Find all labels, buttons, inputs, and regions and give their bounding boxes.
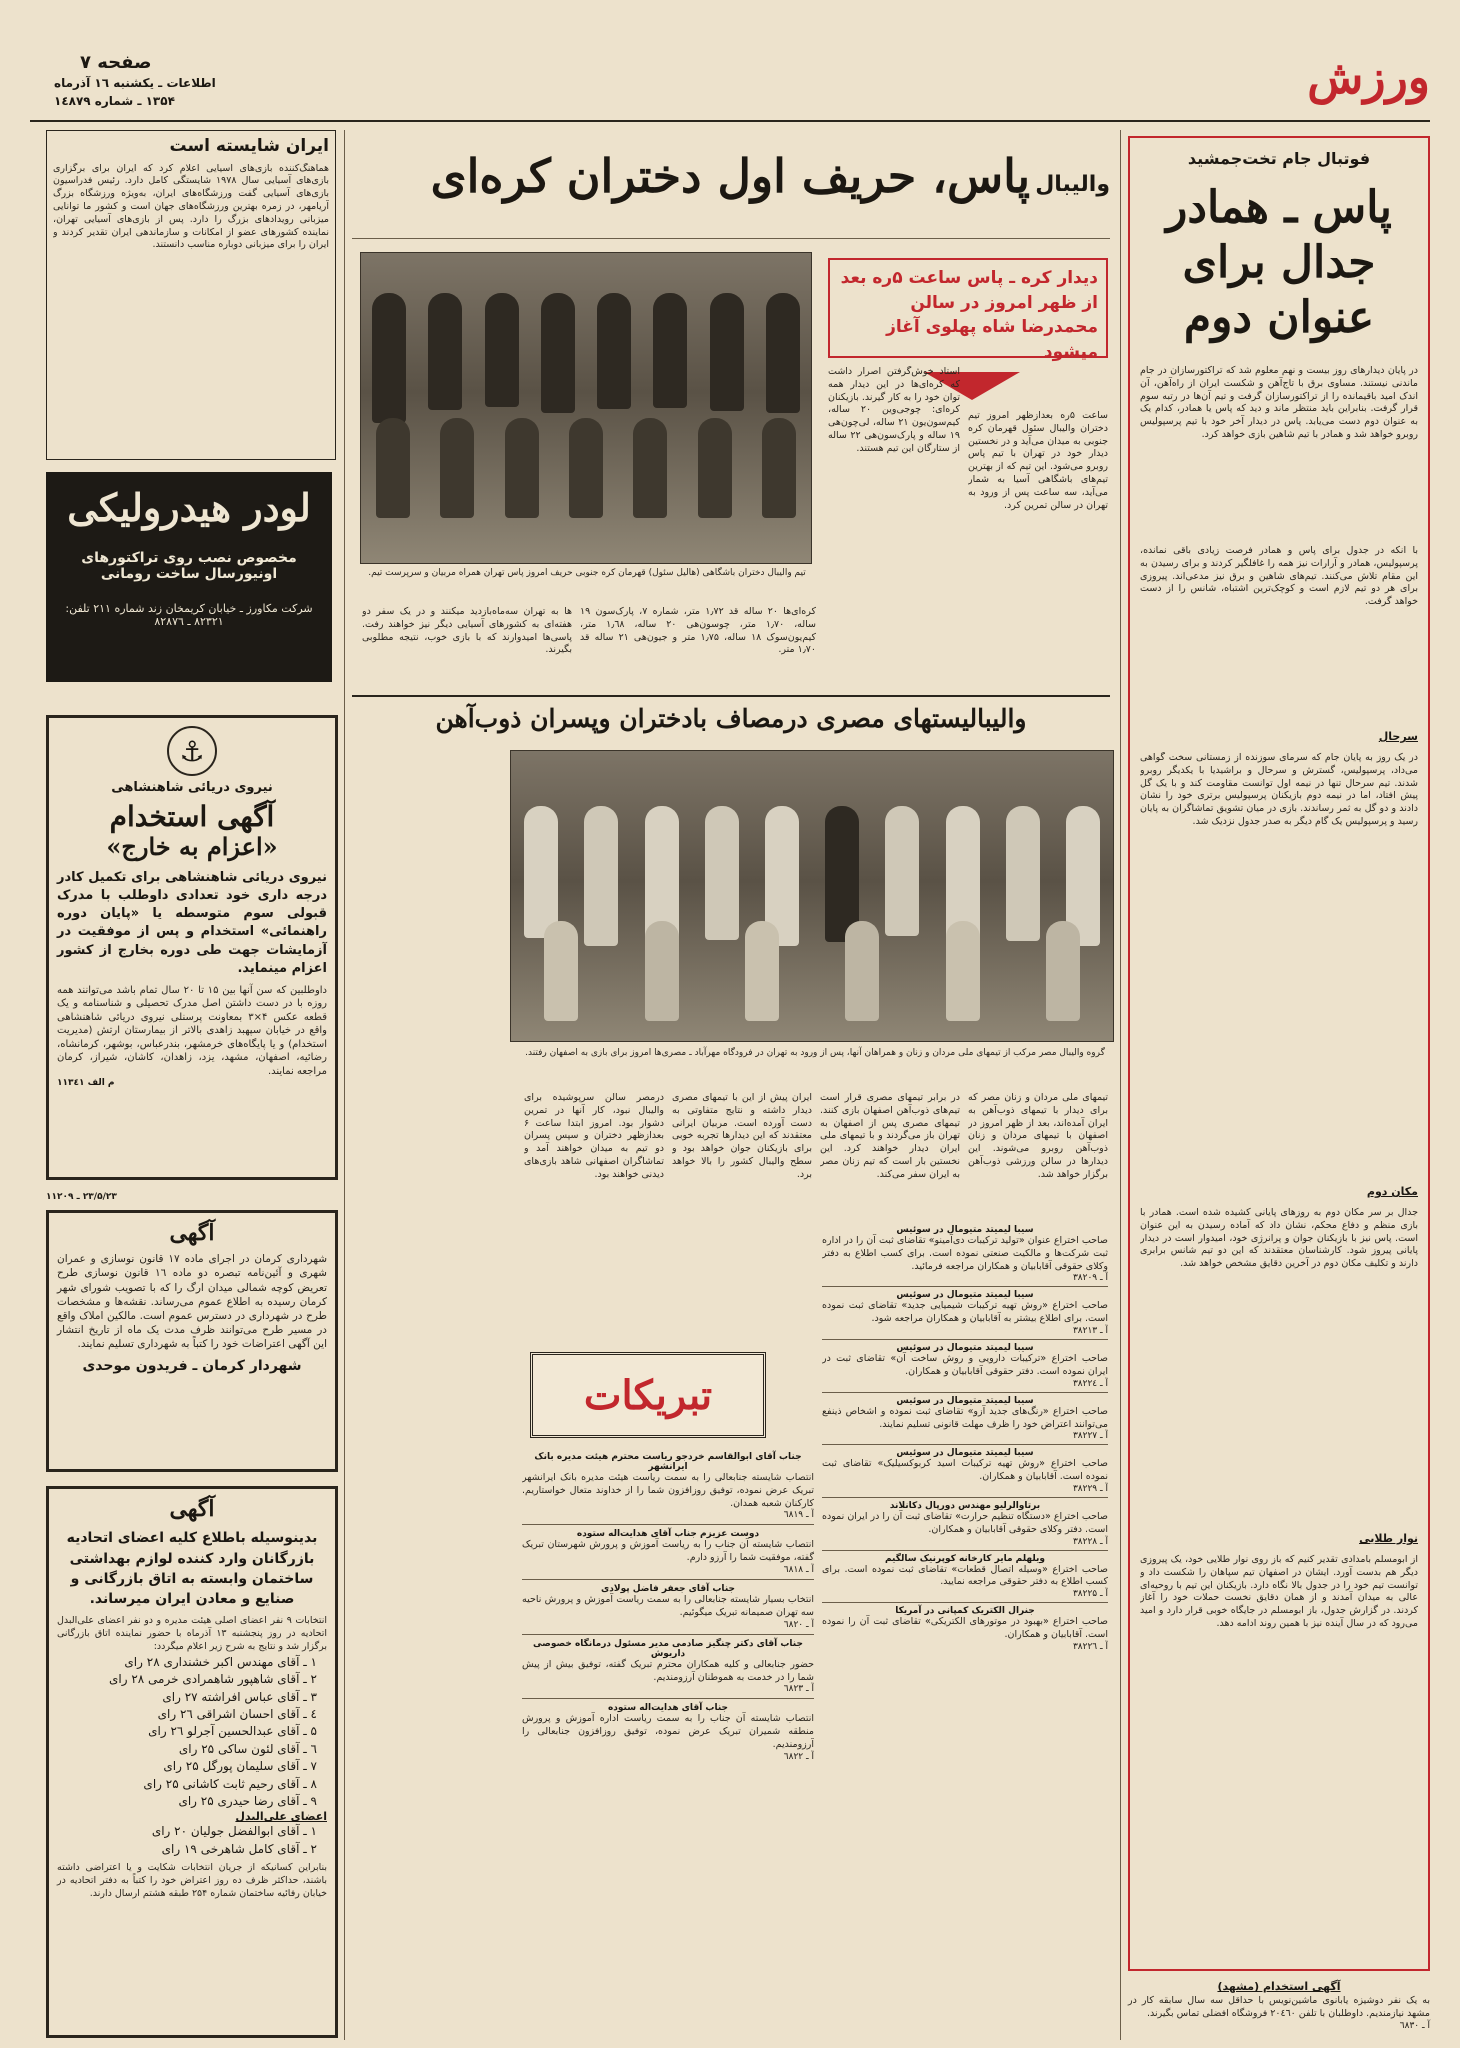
greeting-head: جناب آقای جعفر فاضل پولادی bbox=[601, 1584, 735, 1595]
volleyball-deck-text: دیدار کره ـ پاس ساعت ۵ره بعد از ظهر امروز در سالن محمدرضا شاه پهلوی آغاز میشود bbox=[840, 268, 1098, 362]
employment-ad-mashhad bbox=[1128, 1980, 1430, 2038]
classified-body: صاحب اختراع «وسیله اتصال قطعات» تقاضای ثبت نموده است. برای کسب اطلاع به دفتر حقوقی مراجعه نمایید. bbox=[822, 1563, 1108, 1588]
volleyball-boxed-deck bbox=[828, 258, 1108, 362]
egypt-col-2: در برابر تیمهای مصری قرار است تیم‌های ذوب‌آهن اصفهان بازی کنند. تیمهای مصری پس از اصفهان به تهران باز می‌گردند و با تیمهای ملی ایران دیدار خواهند کرد. این نخستین بار است که تیم زنان مصر به ایران سفر می‌کند. bbox=[820, 1092, 960, 1180]
union-ad-alternates bbox=[57, 1823, 327, 1858]
list-item: ۳ ـ آقای عباس افراشته ۲۷ رای bbox=[162, 1689, 317, 1704]
korean-team-photo-caption: تیم والیبال دختران باشگاهی (هالیل سئول) قهرمان کره جنوبی حریف امروز پاس تهران همراه مربیان و سرپرست تیم. bbox=[368, 568, 806, 578]
right-article-subhead-2: مکان دوم bbox=[1366, 1185, 1418, 1198]
classified-title: سیبا لیمیتد متیومال در سوئیس bbox=[896, 1290, 1034, 1301]
classified-code: آ ـ ۳۸۲۲۵ bbox=[1072, 1589, 1108, 1600]
classified-body: صاحب اختراع «دستگاه تنظیم حرارت» تقاضای ثبت آن را در ایران نموده است. دفتر وکلای حقوقی آقابابیان و همکاران. bbox=[822, 1510, 1108, 1535]
header-rule bbox=[30, 120, 1430, 122]
kerman-ad bbox=[46, 1210, 338, 1472]
asian-games-body: هماهنگ‌کننده بازی‌های آسیایی اعلام کرد که ایران برای برگزاری بازی‌های آسیایی سال ۱۹۷۸ شایستگی کامل دارد. رئیس فدراسیون بازی‌های آسیایی گفت ورزشگاه‌های ایران، به‌ویژه ورزشگاه بزرگ آریامهر، در زمره بهترین ورزشگاه‌های جهان است و کشور ما توانایی میزبانی رویدادهای بزرگ را دارد. پس از بازی‌های آسیایی تهران، نماینده کشورهای عضو از امکانات و سازماندهی ایران تقدیر کردند و ایران را برای میزبانی دوباره مناسب دانستند. bbox=[53, 162, 329, 251]
navy-ad-code: م الف ۱۱۳٤۱ bbox=[57, 1078, 115, 1089]
right-article-subhead-3: نوار طلایی bbox=[1359, 1532, 1418, 1545]
right-article-headline: پاس ـ همادر جدال برای عنوان دوم bbox=[1166, 182, 1392, 343]
right-article-body-3: در یک روز به پایان جام که سرمای سوزنده از زمستانی سخت گواهی می‌داد، پرسپولیس، گسترش و سرحال و براشیدیا با یکدیگر روبرو شدند. تیم سرحال تنها در نیمه اول توانست مقاومت کند و با یک گل پیش افتاد، اما در نیمه دوم بازیکنان پرسپولیس برتری خود را نشان دادند و دو گل به ثمر رساندند. بازی در میان تشویق تماشاگران به پایان رسید و پرسپولیس یک گام دیگر به صدر جدول نزدیک شد. bbox=[1140, 752, 1418, 828]
list-item: ٦ ـ آقای لئون ساکی ۲۵ رای bbox=[178, 1741, 317, 1756]
volleyball-head-rule bbox=[352, 238, 1110, 239]
asian-games-box bbox=[46, 130, 336, 460]
greeting-code: آ ـ ٦۸۱۸ bbox=[783, 1565, 814, 1576]
page-label: صفحه ۷ bbox=[80, 52, 152, 73]
navy-ad-org: نیروی دریائی شاهنشاهی bbox=[111, 780, 273, 795]
paper-date-line: اطلاعات ـ یکشنبه ۱٦ آذرماه bbox=[54, 76, 216, 90]
classified-body: صاحب اختراع عنوان «تولید ترکیبات دی‌آمینو» تقاضای ثبت آن را در اداره ثبت شرکت‌ها و مالکیت صنعتی نموده است. برای کسب اطلاع به دفتر وکلای حقوقی آقابابیان و همکاران مراجعه فرمائید. bbox=[822, 1235, 1108, 1272]
union-ad-title: آگهی bbox=[169, 1496, 215, 1522]
employment-ad-body: به یک نفر دوشیزه یابانوی ماشین‌نویس با حداقل سه سال سابقه کار در مشهد نیازمندیم. داوطلبان با تلفن ۲۰٤٦۰ فروشگاه افضلی تماس بگیرند. bbox=[1128, 1995, 1430, 2019]
greeting-head: جناب آقای ابوالقاسم خردجو ریاست محترم هیئت مدیره بانک ایرانشهر bbox=[534, 1452, 802, 1472]
union-ad-alt-title: اعضای علی‌البدل bbox=[235, 1810, 327, 1824]
classified-title: ویلهلم مایر کارخانه کوپرنیک سالگیم bbox=[885, 1553, 1045, 1564]
egypt-headline: والیبالیستهای مصری درمصاف بادختران وپسران ذوب‌آهن bbox=[435, 704, 1027, 733]
classified-code: آ ـ ۳۸۲۲٤ bbox=[1072, 1378, 1108, 1389]
classified-title: سیبا لیمیتد متیومال در سوئیس bbox=[896, 1343, 1034, 1354]
classified-title: سیبا لیمیتد متیومال در سوئیس bbox=[896, 1395, 1034, 1406]
classified-title: جنرال الکتریک کمپانی در آمریکا bbox=[895, 1606, 1035, 1617]
greeting-code: آ ـ ٦۸۱۹ bbox=[783, 1510, 814, 1521]
list-item: ۷ ـ آقای سلیمان پورگل ۲۵ رای bbox=[163, 1759, 317, 1774]
greeting-body: انتخاب بسیار شایسته جنابعالی را به سمت ریاست آموزش و پرورش ناحیه سه تهران صمیمانه تبریک میگوئیم. bbox=[522, 1594, 814, 1618]
korean-team-photo bbox=[360, 252, 812, 564]
greeting-body: حضور جنابعالی و کلیه همکاران محترم تبریک گفته، توفیق بیش از پیش شما را در خدمت به هموطنان آرزومندیم. bbox=[522, 1658, 814, 1683]
kerman-ad-title: آگهی bbox=[169, 1220, 215, 1246]
column-rule-right bbox=[1120, 130, 1121, 2040]
classified-code: آ ـ ۳۸۲۰۹ bbox=[1072, 1273, 1108, 1284]
classified-body: صاحب اختراع «روش تهیه ترکیبات اسید کربوکسیلیک» تقاضای ثبت نموده است. آقابابیان و همکاران. bbox=[822, 1458, 1108, 1483]
lowder-ad-title: لودر هیدرولیکی bbox=[67, 485, 311, 530]
list-item: ۸ ـ آقای رحیم ثابت کاشانی ۲۵ رای bbox=[143, 1776, 317, 1791]
union-election-ad bbox=[46, 1486, 338, 2038]
greeting-head: جناب آقای دکتر چنگیز صادمی مدیر مسئول درمانگاه خصوصی داریوش bbox=[533, 1638, 803, 1659]
egyptian-team-photo bbox=[510, 750, 1114, 1042]
anchor-emblem-icon: ⚓ bbox=[167, 726, 217, 776]
classified-title: سیبا لیمیتد متیومال در سوئیس bbox=[896, 1448, 1034, 1459]
classified-body: صاحب اختراع «روش تهیه ترکیبات شیمیایی جدید» تقاضای ثبت نموده است. برای اطلاع بیشتر به آقابابیان و همکاران مراجعه شود. bbox=[822, 1300, 1108, 1325]
employment-ad-title: آگهی استخدام (مشهد) bbox=[1217, 1980, 1341, 1993]
list-item: ۵ ـ آقای عبدالحسین آجرلو ۲٦ رای bbox=[148, 1724, 317, 1739]
employment-ad-code: آ ـ ٦۸۳۰ bbox=[1399, 2020, 1430, 2031]
list-item: ۱ ـ آقای ابوالفضل جولیان ۲۰ رای bbox=[151, 1824, 317, 1839]
greeting-item bbox=[522, 1699, 814, 1765]
asian-games-title: ایران شایسته است bbox=[169, 136, 329, 156]
classified-code: آ ـ ۳۸۲۲۸ bbox=[1072, 1536, 1108, 1547]
kerman-ad-body: شهرداری کرمان در اجرای ماده ۱۷ قانون نوسازی و عمران شهری و آئین‌نامه تبصره دو ماده ۱٦ قانون نوسازی طرح تعریض کوچه شمالی میدان ارگ را که با تصویب شورای شهر کرمان رسیده به اطلاع عموم می‌رساند. نقشه‌ها و مشخصات طرح در شهرداری در دسترس عموم است. مالکین املاک واقع در مسیر طرح می‌توانند ظرف مدت یک ماه از تاریخ انتشار این آگهی اعتراضات خود را کتباً به شهرداری تسلیم نمایند. bbox=[57, 1253, 327, 1351]
classified-item bbox=[822, 1603, 1108, 1655]
classified-item bbox=[822, 1393, 1108, 1446]
classified-code: آ ـ ۳۸۲۲٦ bbox=[1072, 1641, 1108, 1652]
list-item: ۲ ـ آقای کامل شاهرخی ۱۹ رای bbox=[161, 1841, 317, 1856]
greeting-code: آ ـ ٦۸۲۲ bbox=[783, 1751, 814, 1762]
list-item: ۹ ـ آقای رضا حیدری ۲۵ رای bbox=[178, 1794, 317, 1809]
greetings-banner bbox=[530, 1352, 766, 1438]
lowder-ad bbox=[46, 472, 332, 682]
volleyball-headline: پاس، حریف اول دختران کره‌ای bbox=[430, 149, 1030, 203]
greetings-title: تبریکات bbox=[583, 1371, 713, 1419]
classified-item bbox=[822, 1287, 1108, 1340]
right-article-kicker: فوتبال جام تخت‌جمشید bbox=[1187, 149, 1371, 168]
right-article-body-2: با آنکه در جدول برای پاس و همادر فرصت زیادی باقی نمانده، پرسپولیس، همادر و آرارات نیز همه را غافلگیر کردند و برای رسیدن به این مقام تلاش می‌کنند. تیم‌های شاهین و برق نیز مدعی‌اند. پیروزی برای هر دو تیم لازم است و کوچک‌ترین اشتباه، شانس را از دست خواهد گرفت. bbox=[1140, 545, 1418, 608]
classified-body: صاحب اختراع «رنگ‌های جدید آزو» تقاضای ثبت نموده و اشخاص ذینفع می‌توانند اعتراض خود را ظرف مهلت قانونی تسلیم نمایند. bbox=[822, 1405, 1108, 1430]
greeting-code: آ ـ ٦۸۲۰ bbox=[783, 1619, 814, 1630]
list-item: ۲ ـ آقای شاهپور شاهمرادی خرمی ۲۸ رای bbox=[109, 1672, 317, 1687]
union-ad-results bbox=[57, 1654, 327, 1811]
volleyball-bottom-rule bbox=[352, 695, 1110, 697]
union-ad-intro: انتخابات ۹ نفر اعضای اصلی هیئت مدیره و دو نفر اعضای علی‌البدل اتحادیه در روز پنجشنبه ۱۳ آذرماه با حضور نماینده اتاق بازرگانی برگزار شد و نتایج به شرح زیر اعلام میگردد: bbox=[57, 1615, 327, 1653]
right-article-body-5: از ابومسلم بامدادی تقدیر کنیم که باز روی نوار طلایی خود، یک پیروزی دیگر هم بدست آورد. ایشان در اصفهان تیم سپاهان را شکست داد و توانست تیم خود را در جدول بالا نگاه دارد. بازیکنان این تیم با روحیه‌ای عالی به میدان آمدند و از همان دقایق نخست حملات خود را آغاز کردند. در گزارش جدول، باز ابومسلم در جایگاه خوبی قرار دارد و امید می‌رود که در سال آینده نیز با همین روند ادامه دهد. bbox=[1140, 1554, 1418, 1630]
right-article-body-4: جدال بر سر مکان دوم به روزهای پایانی کشیده شده است. همادر با بازی منظم و دفاع محکم، نشان داد که آماده رسیدن به این عنوان است. پاس نیز با بازیکنان جوان و پرانرژی خود، امیدوار است در دیدار پایانی پیروز شود. کارشناسان معتقدند که این دو تیم شانس برابری دارند و تکلیف مکان دوم در آخرین دقایق مشخص خواهد شد. bbox=[1140, 1207, 1418, 1270]
egyptian-team-photo-caption: گروه والیبال مصر مرکب از تیمهای ملی مردان و زنان و همراهان آنها، پس از ورود به تهران در فرودگاه مهرآباد ـ مصری‌ها امروز برای بازی به اصفهان رفتند. bbox=[525, 1048, 1105, 1058]
greeting-head: جناب آقای هدایت‌اله ستوده bbox=[607, 1703, 729, 1714]
volleyball-col-1: ساعت ۵ره بعدازظهر امروز تیم دختران والیبال سئول قهرمان کره جنوبی به میدان می‌آید و در نخستین دیدار خود در تهران با تیم پاس روبرو می‌شود. این تیم که از بهترین تیم‌های باشگاهی آسیا به شمار می‌آید، سه ساعت پس از ورود به تهران در سالن تمرین کرد. bbox=[968, 410, 1108, 511]
classified-body: صاحب اختراع «بهبود در موتورهای الکتریکی» تقاضای ثبت آن را نموده است. آقابابیان و همکاران. bbox=[822, 1616, 1108, 1640]
egypt-col-4: درمصر سالن سرپوشیده برای والیبال نبود، کار آنها در تمرین دشوار بود. امروز ابتدا ساعت ۶ بعدازظهر دختران و سپس پسران دو تیم به میدان خواهند آمد و تماشاگران اصفهانی شاهد بازی‌های دیدنی خواهند بود. bbox=[524, 1092, 664, 1180]
greeting-item bbox=[522, 1580, 814, 1635]
greeting-item bbox=[522, 1635, 814, 1700]
kerman-ad-signature: شهردار کرمان ـ فریدون موحدی bbox=[82, 1357, 302, 1374]
lowder-ad-subtitle: مخصوص نصب روی تراکتورهای اونیورسال ساخت رومانی bbox=[81, 549, 297, 582]
kerman-ad-ref: ۲۳/۵/۲۳ ـ ۱۱۲۰۹ bbox=[46, 1192, 117, 1202]
classified-code: آ ـ ۳۸۲۲۷ bbox=[1072, 1431, 1108, 1442]
navy-ad-subtitle: «اعزام به خارج» bbox=[106, 832, 278, 862]
right-article-body-1: در پایان دیدارهای روز بیست و نهم معلوم شد که تراکتورسازان در جام ماندنی نیستند. مساوی برق با تاج‌آهن و شکست ایران از راه‌آهن، آن اندک امید باقیمانده را از تراکتورسازان گرفت و تیم آن‌ها در رتبه سوم قرار گرفت. بنابراین باید منتظر ماند و دید که پاس یا همادر، کدام یک به عنوان دوم دست می‌یابد. پاس در دیدار آخر خود با تیم پرسپولیس روبرو خواهد شد و همادر با تیم شاهین بازی خواهد کرد. bbox=[1140, 365, 1418, 441]
classified-code: آ ـ ۳۸۲۲۹ bbox=[1072, 1483, 1108, 1494]
navy-ad-title: آگهی استخدام bbox=[109, 800, 275, 833]
lowder-ad-contact: شرکت مکاورز ـ خیابان کریمخان زند شماره ۲۱۱ تلفن: ۸۲۳۲۱ ـ ۸۲۸۷٦ bbox=[65, 601, 313, 628]
classified-title: سیبا لیمیتد متیومال در سوئیس bbox=[896, 1225, 1034, 1235]
greeting-body: انتصاب شایسته آن جناب را به سمت ریاست اداره آموزش و پرورش منطقه شمیران تبریک عرض نموده، توفیق روزافزون جنابعالی را آرزومندیم. bbox=[522, 1713, 814, 1750]
egypt-col-3: ایران پیش از این با تیمهای مصری دیدار داشته و نتایج متفاوتی به دست آورده است. مربیان ایرانی معتقدند که این دیدارها تجربه خوبی برای بازیکنان جوان خواهد بود و سطح والیبال کشور را بالا خواهد برد. bbox=[672, 1092, 812, 1180]
classified-title: برتاوالرلیو مهندس دورپال دکانلاند bbox=[889, 1500, 1041, 1511]
classified-body: صاحب اختراع «ترکیبات دارویی و روش ساخت آن» تقاضای ثبت در ایران نموده است. دفتر حقوقی آقابابیان و همکاران. bbox=[822, 1353, 1108, 1377]
greeting-body: انتصاب شایسته آن جناب را به ریاست آموزش و پرورش شهرستان تبریک گفته، موفقیت شما را آرزو دارم. bbox=[522, 1539, 814, 1564]
volleyball-col-4: ها به تهران سه‌ماه‌بازدید میکنند و در یک سفر دو هفته‌ای به کشورهای آسیایی دیگر نیز خواهند رفت. پاسی‌ها امیدوارند که با بازی خوب، نتیجه مطلوبی بگیرند. bbox=[362, 606, 572, 656]
greeting-item bbox=[522, 1448, 814, 1525]
navy-ad-details: داوطلبین که سن آنها بین ۱۵ تا ۲۰ سال تمام باشد می‌توانند همه روزه با در دست داشتن اصل مدرک تحصیلی و شناسنامه و یک قطعه عکس ۴×۳ بمعاونت پرسنلی نیروی دریائی شاهنشاهی واقع در خیابان سپهبد زاهدی بالاتر از بیمارستان ارتش (مدیریت استخدام) و یا پایگاه‌های خرمشهر، بندرعباس، بوشهر، کرمانشاه، رضائیه، اصفهان، مشهد، یزد، زاهدان، کاشان، شیراز، کرمان مراجعه نمایند. bbox=[57, 984, 328, 1077]
navy-ad-lead: نیروی دریائی شاهنشاهی برای تکمیل کادر درجه داری خود تعدادی داوطلب با مدرک قبولی سوم متوسطه یا «پایان دوره راهنمائی» استخدام و پس از موفقیت در آزمایشات جهت طی دوره بخارج از کشور اعزام مینماید. bbox=[57, 869, 327, 976]
issue-line: ۱۳۵۴ ـ شماره ۱٤۸۷۹ bbox=[54, 94, 175, 108]
list-item: ۱ ـ آقای مهندس اکبر خشنداری ۲۸ رای bbox=[124, 1654, 317, 1669]
list-item: ٤ ـ آقای احسان اشراقی ۲٦ رای bbox=[157, 1707, 317, 1722]
union-ad-lead: بدینوسیله باطلاع کلیه اعضای اتحادیه بازرگانان وارد کننده لوازم بهداشتی ساختمان وابسته به اتاق بازرگانی و صنایع و معادن ایران میرساند. bbox=[66, 1530, 318, 1608]
classified-item bbox=[822, 1551, 1108, 1604]
union-ad-closing: بنابراین کسانیکه از جریان انتخابات شکایت و یا اعتراضی داشته باشند، حداکثر ظرف ده روز اعتراض خود را کتباً به دفتر اتحادیه در خیابان رفائیه ساختمان شماره ۲۵۴ طبقه هشتم ارسال دارند. bbox=[57, 1862, 327, 1899]
volleyball-kicker: والیبال bbox=[1035, 172, 1110, 197]
greetings-list bbox=[522, 1448, 814, 2038]
classified-item bbox=[822, 1340, 1108, 1393]
column-rule-left bbox=[344, 130, 345, 2040]
classified-code: آ ـ ۳۸۲۱۳ bbox=[1072, 1326, 1108, 1337]
classified-item bbox=[822, 1222, 1108, 1287]
greeting-body: انتصاب شایسته جنابعالی را به سمت ریاست هیئت مدیره بانک ایرانشهر تبریک عرض نموده، توفیق روزافزون شما را از خداوند متعال خواستاریم. کارکنان شعبه همدان. bbox=[522, 1472, 814, 1509]
egypt-col-1: تیمهای ملی مردان و زنان مصر که برای دیدار با تیمهای ذوب‌آهن به ایران آمده‌اند، بعد از ظهر امروز در اصفهان با تیمهای مردان و زنان ذوب‌آهن روبرو می‌شوند. این دیدارها در سالن ورزشی ذوب‌آهن برگزار خواهد شد. bbox=[968, 1092, 1108, 1180]
greeting-code: آ ـ ٦۸۲۳ bbox=[783, 1684, 814, 1695]
volleyball-col-3: کره‌ای‌ها ۲۰ ساله قد ۱٫۷۲ متر، شماره ۷، پارک‌سون ۱۹ ساله، ۱٫۷۰ متر، چوسون‌هی ۲۰ ساله، ۱٫٦۸ متر، کیم‌یون‌سوک ۱۸ ساله، ۱٫۷۵ متر و جیون‌هی ۲۱ ساله قد ۱٫۷۰ متر. bbox=[580, 606, 816, 656]
classified-item bbox=[822, 1498, 1108, 1551]
greeting-item bbox=[522, 1525, 814, 1580]
classifieds-column bbox=[822, 1222, 1108, 2038]
right-article-subhead-1: سرحال bbox=[1378, 730, 1418, 743]
navy-ad bbox=[46, 715, 338, 1180]
classified-item bbox=[822, 1445, 1108, 1498]
volleyball-col-2: استاد خوش‌گرفتن اصرار داشت که کره‌ای‌ها در این دیدار همه توان خود را به کار گیرند. بازیکنان کره‌ای: چوجی‌وین ۲۰ ساله، کیم‌سون‌یون ۲۱ ساله، لی‌چون‌هی ۱۹ ساله و پارک‌سون‌هی ۲۲ ساله از ستارگان این تیم هستند. bbox=[828, 366, 960, 454]
greeting-head: دوست عزیزم جناب آقای هدایت‌اله ستوده bbox=[576, 1529, 760, 1540]
section-logo: ورزش bbox=[1307, 50, 1430, 104]
